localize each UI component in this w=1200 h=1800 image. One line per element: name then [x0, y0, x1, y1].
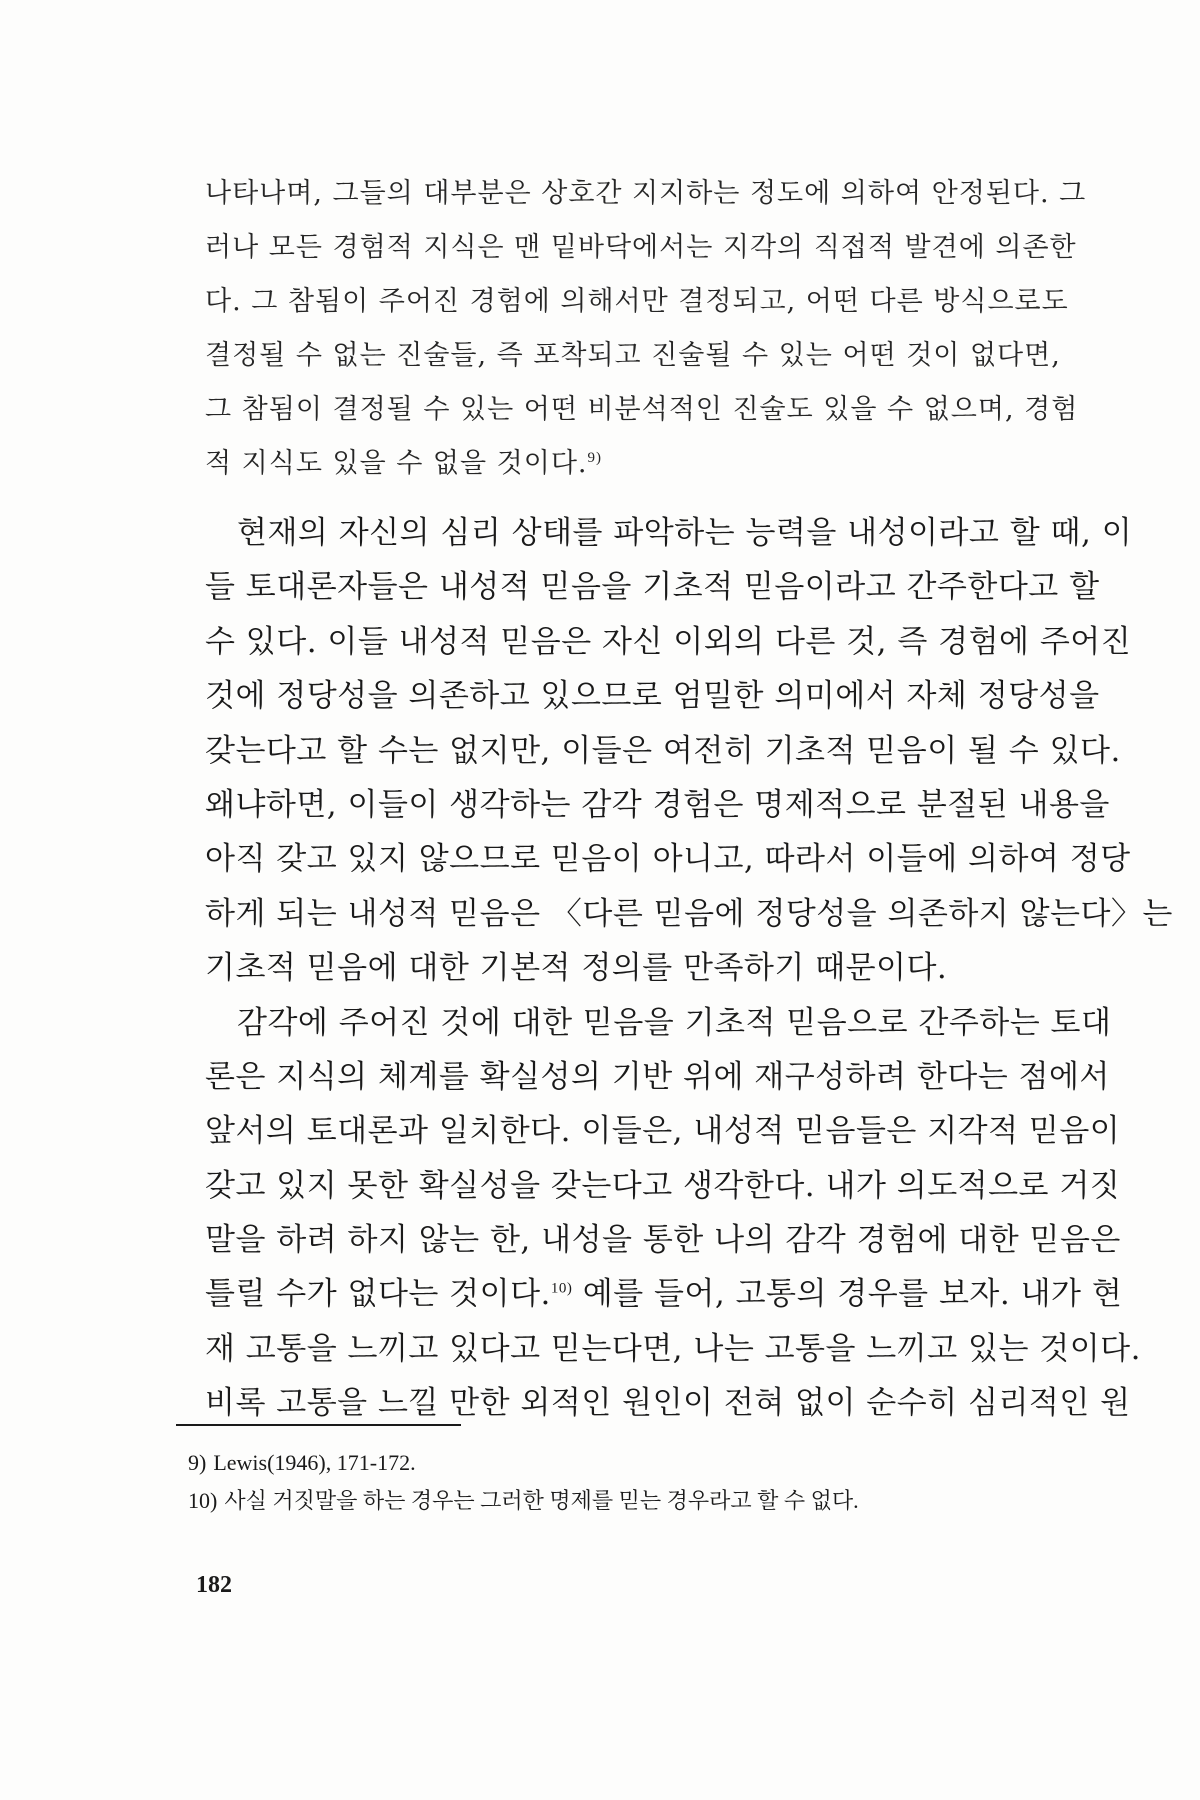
quote-line-text: 적 지식도 있을 수 없을 것이다. [205, 448, 588, 479]
footnote-marker-10[interactable]: 10) [550, 1281, 573, 1298]
footnote-9 [188, 1444, 1048, 1482]
footnote-number: 10) [188, 1488, 218, 1513]
quote-line: 그 참됨이 결정될 수 있는 어떤 비분석적인 진술도 있을 수 없으며, 경험 [205, 394, 1079, 425]
footnote-number: 9) [188, 1450, 207, 1475]
body-line: 하게 되는 내성적 믿음은 〈다른 믿음에 정당성을 의존하지 않는다〉는 [205, 895, 1173, 932]
body-line: 갖고 있지 못한 확실성을 갖는다고 생각한다. 내가 의도적으로 거짓 [205, 1167, 1121, 1204]
body-line: 갖는다고 할 수는 없지만, 이들은 여전히 기초적 믿음이 될 수 있다. [205, 732, 1121, 769]
body-line: 비록 고통을 느낄 만한 외적인 원인이 전혀 없이 순수히 심리적인 원 [205, 1385, 1131, 1422]
body-line: 들 토대론자들은 내성적 믿음을 기초적 믿음이라고 간주한다고 할 [205, 569, 1100, 606]
body-line: 수 있다. 이들 내성적 믿음은 자신 이외의 다른 것, 즉 경험에 주어진 [205, 623, 1132, 660]
body-line-text: 틀릴 수가 없다는 것이다. [205, 1276, 551, 1313]
footnote-text: Lewis(1946), 171-172. [213, 1450, 416, 1475]
footnotes [188, 1444, 1048, 1520]
quote-line: 러나 모든 경험적 지식은 맨 밑바닥에서는 지각의 직접적 발견에 의존한 [205, 232, 1077, 263]
body-line: 왜냐하면, 이들이 생각하는 감각 경험은 명제적으로 분절된 내용을 [205, 786, 1110, 823]
body-line-with-footnote [205, 1267, 1123, 1321]
footnote-marker-9[interactable]: 9) [587, 450, 602, 466]
body-line-text: 예를 들어, 고통의 경우를 보자. 내가 현 [572, 1276, 1123, 1313]
body-line: 재 고통을 느끼고 있다고 믿는다면, 나는 고통을 느끼고 있는 것이다. [205, 1330, 1141, 1367]
block-quote [205, 167, 1087, 491]
body-line: 아직 갖고 있지 않으므로 믿음이 아니고, 따라서 이들에 의하여 정당 [205, 841, 1131, 878]
quote-line-last [205, 437, 1020, 491]
quote-line: 나타나며, 그들의 대부분은 상호간 지지하는 정도에 의하여 안정된다. 그 [205, 178, 1087, 209]
footnote-10 [188, 1482, 1048, 1520]
body-line: 말을 하려 하지 않는 한, 내성을 통한 나의 감각 경험에 대한 믿음은 [205, 1222, 1121, 1259]
footnote-divider [176, 1424, 461, 1426]
body-line: 것에 정당성을 의존하고 있으므로 엄밀한 의미에서 자체 정당성을 [205, 678, 1100, 715]
body-line: 현재의 자신의 심리 상태를 파악하는 능력을 내성이라고 할 때, 이 [237, 515, 1133, 551]
quote-line: 결정될 수 없는 진술들, 즉 포착되고 진술될 수 있는 어떤 것이 없다면, [205, 340, 1061, 371]
quote-line: 다. 그 참됨이 주어진 경험에 의해서만 결정되고, 어떤 다른 방식으로도 [205, 286, 1069, 317]
body-line: 감각에 주어진 것에 대한 믿음을 기초적 믿음으로 간주하는 토대 [237, 1004, 1112, 1041]
body-line: 앞서의 토대론과 일치한다. 이들은, 내성적 믿음들은 지각적 믿음이 [205, 1113, 1121, 1150]
footnote-text: 사실 거짓말을 하는 경우는 그러한 명제를 믿는 경우라고 할 수 없다. [224, 1488, 859, 1513]
body-line: 론은 지식의 체계를 확실성의 기반 위에 재구성하려 한다는 점에서 [205, 1058, 1110, 1095]
body-line: 기초적 믿음에 대한 기본적 정의를 만족하기 때문이다. [205, 950, 948, 987]
page-number: 182 [196, 1572, 232, 1598]
main-body [205, 506, 1173, 1431]
